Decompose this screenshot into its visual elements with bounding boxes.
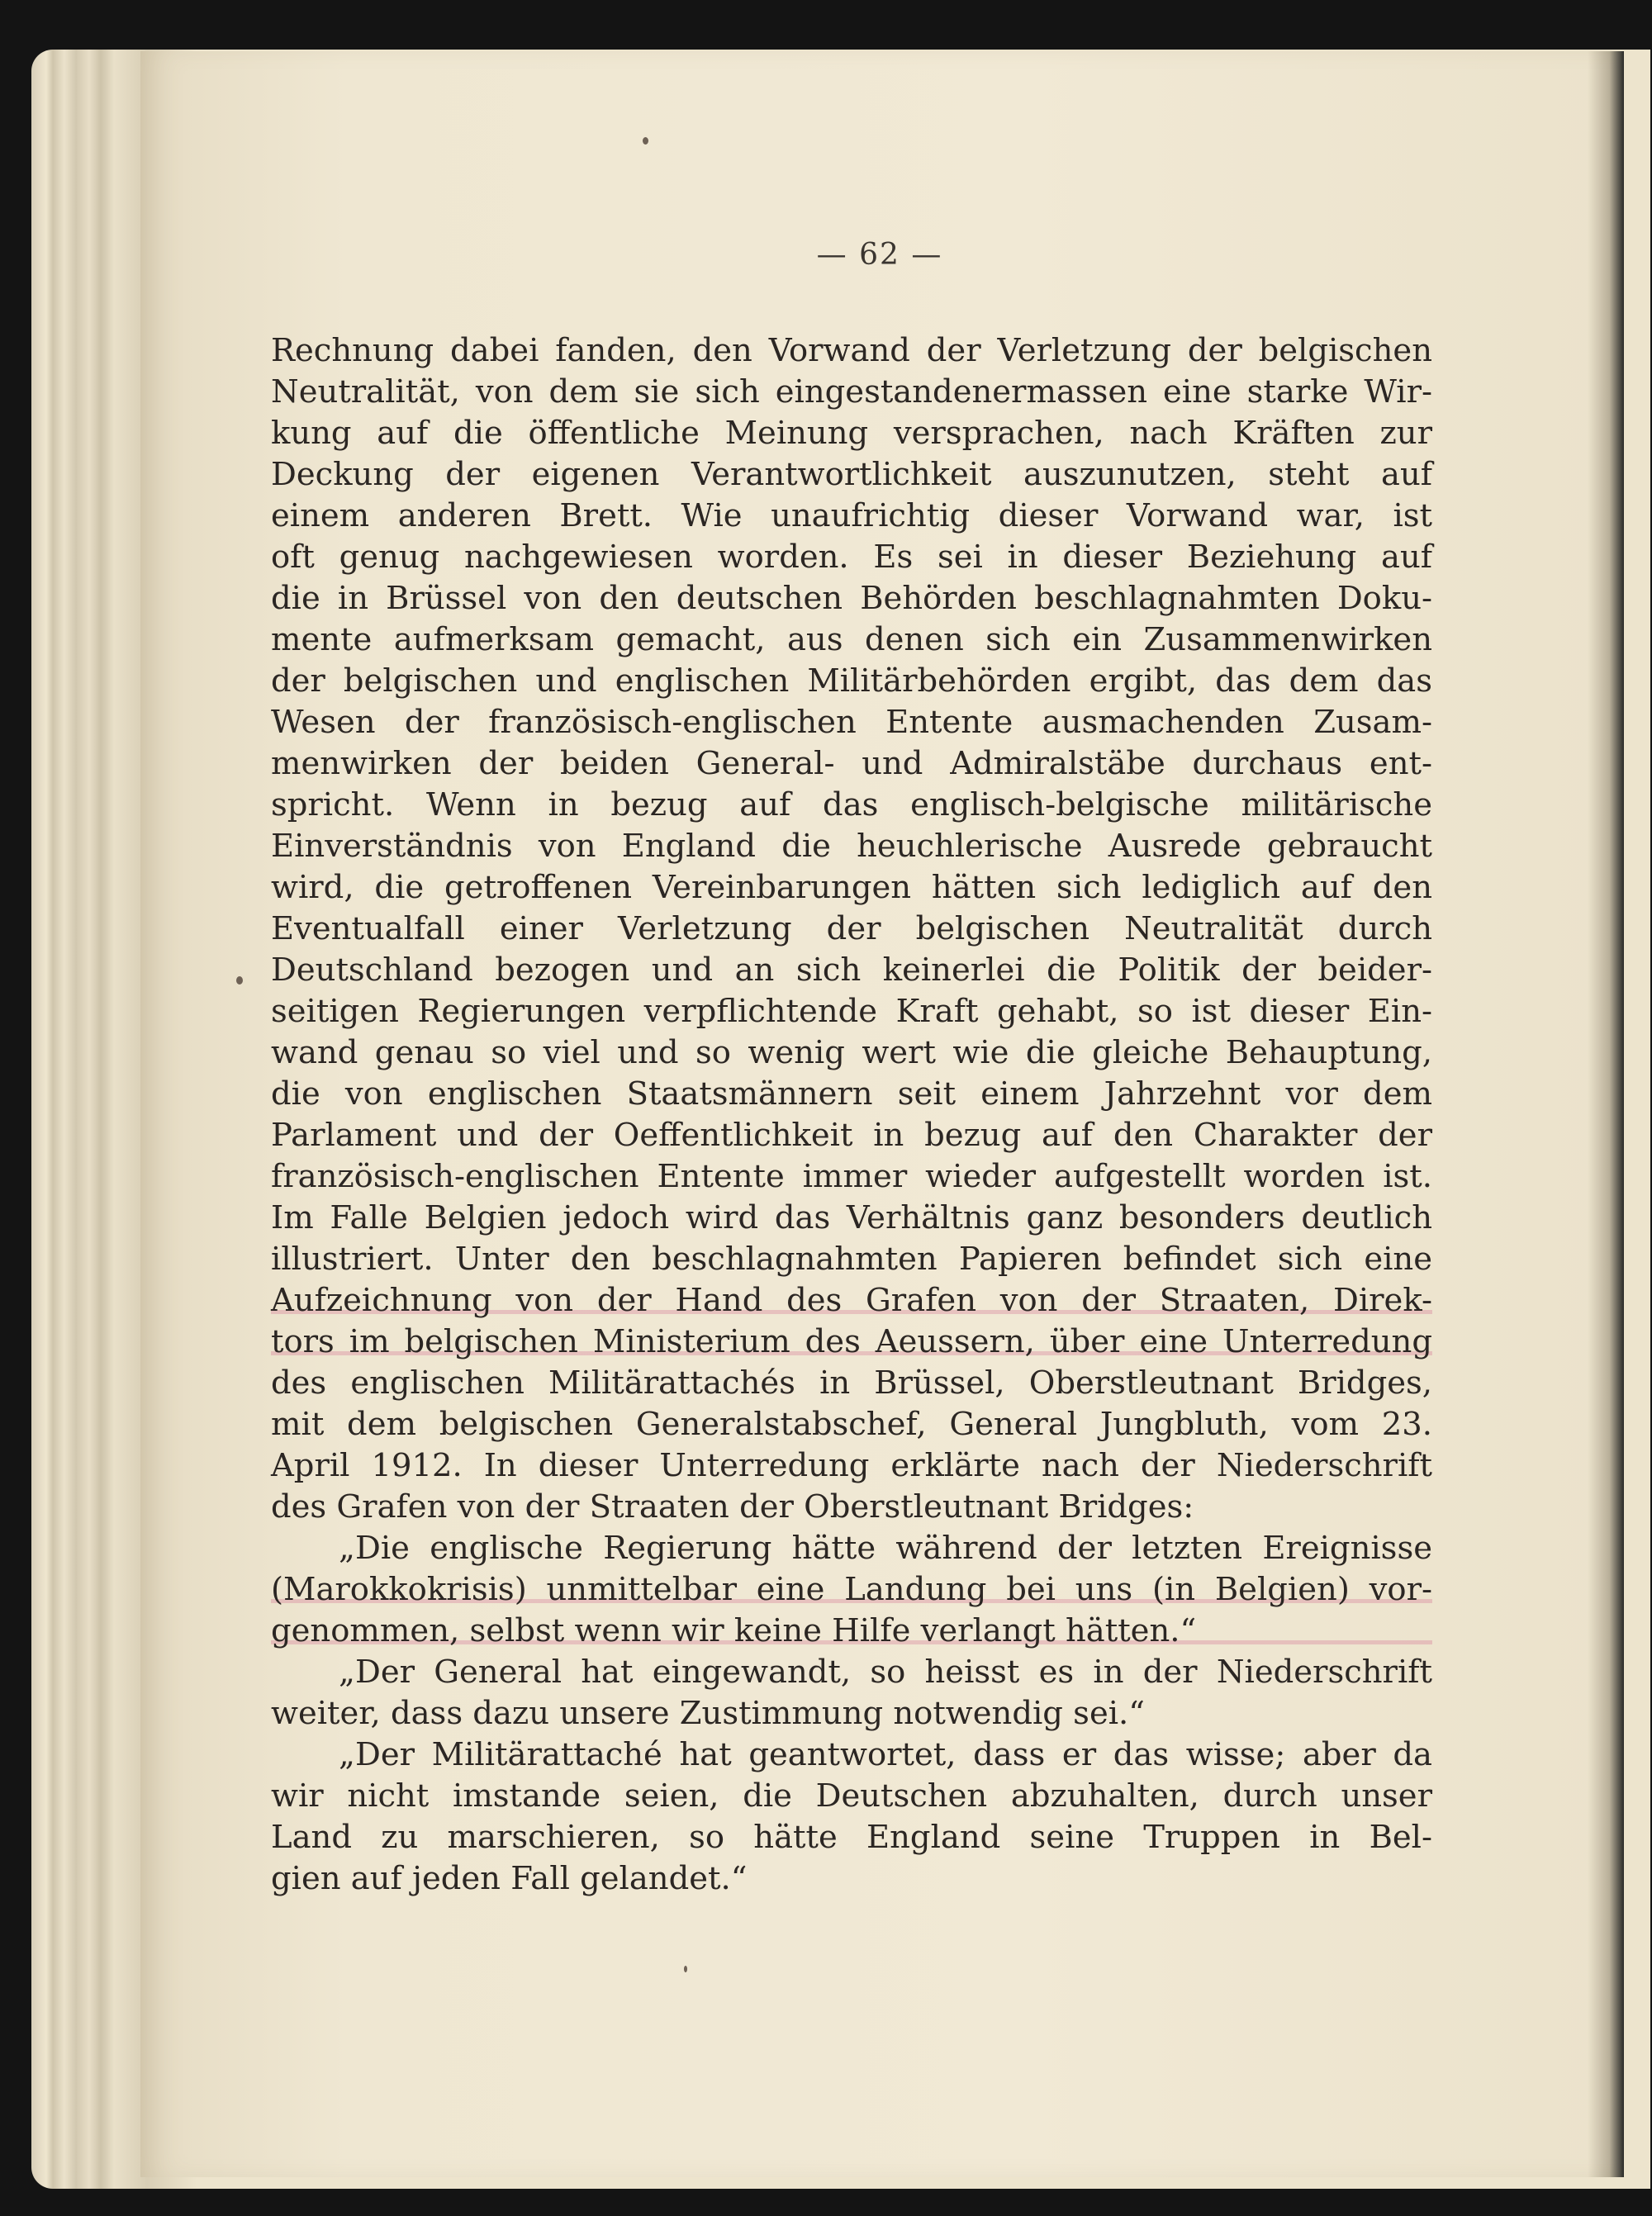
text-line: mit dem belgischen Generalstabschef, General Jungbluth, vom 23. [271,1406,1432,1443]
text-line: wand genau so viel und so wenig wert wie die gleiche Behauptung, [271,1034,1432,1071]
ink-speck [643,137,648,145]
ink-speck [236,976,243,985]
text-line: des englischen Militärattachés in Brüssel, Oberstleutnant Bridges, [271,1364,1432,1402]
page-number: — 62 — [816,238,943,272]
text-line: Rechnung dabei fanden, den Vorwand der Verletzung der belgischen [271,332,1432,369]
text-line: April 1912. In dieser Unterredung erklärte nach der Niederschrift [271,1447,1432,1484]
underlined-quote-line: (Marokkokrisis) unmittelbar eine Landung bei uns (in Belgien) vor- [271,1569,1432,1611]
text-line: Im Falle Belgien jedoch wird das Verhältnis ganz besonders deutlich [271,1199,1432,1236]
body-text [271,330,1432,1900]
text-line: oft genug nachgewiesen worden. Es sei in dieser Beziehung auf [271,539,1432,576]
underlined-text-line: tors im belgischen Ministerium des Aeussern, über eine Unterredung [271,1322,1432,1363]
quote-line: „Der Militärattaché hat geantwortet, dass er das wisse; aber da [339,1736,1432,1773]
text-line: Parlament und der Oeffentlichkeit in bezug auf den Charakter der [271,1117,1432,1154]
quote-line: wir nicht imstande seien, die Deutschen abzuhalten, durch unser [271,1777,1432,1815]
text-line: Neutralität, von dem sie sich eingestandenermassen eine starke Wir- [271,373,1432,410]
underlined-quote-line: genommen, selbst wenn wir keine Hilfe verlangt hätten.“ [271,1611,1432,1652]
text-line: Einverständnis von England die heuchlerische Ausrede gebraucht [271,828,1432,865]
quote-line: weiter, dass dazu unsere Zustimmung notwendig sei.“ [271,1695,1145,1732]
text-line: spricht. Wenn in bezug auf das englisch-belgische militärische [271,786,1432,823]
ink-speck [684,1966,687,1972]
text-line: Deutschland bezogen und an sich keinerlei die Politik der beider- [271,951,1432,989]
text-line: wird, die getroffenen Vereinbarungen hätten sich lediglich auf den [271,869,1432,906]
quote-line: gien auf jeden Fall gelandet.“ [271,1860,748,1897]
underlined-text-line: Aufzeichnung von der Hand des Grafen von der Straaten, Direk- [271,1280,1432,1322]
text-line: kung auf die öffentliche Meinung versprachen, nach Kräften zur [271,415,1432,452]
text-line: Wesen der französisch-englischen Entente ausmachenden Zusam- [271,704,1432,741]
text-line: des Grafen von der Straaten der Oberstleutnant Bridges: [271,1488,1194,1526]
book-gutter [1588,51,1624,2177]
text-line: mente aufmerksam gemacht, aus denen sich ein Zusammenwirken [271,621,1432,658]
text-line: menwirken der beiden General- und Admiralstäbe durchaus ent- [271,745,1432,782]
text-line: einem anderen Brett. Wie unaufrichtig dieser Vorwand war, ist [271,497,1432,534]
quote-line: Land zu marschieren, so hätte England seine Truppen in Bel- [271,1819,1432,1856]
quote-line: „Der General hat eingewandt, so heisst es in der Niederschrift [339,1654,1432,1691]
text-line: Deckung der eigenen Verantwortlichkeit auszunutzen, steht auf [271,456,1432,493]
text-line: Eventualfall einer Verletzung der belgischen Neutralität durch [271,910,1432,947]
text-line: seitigen Regierungen verpflichtende Kraft gehabt, so ist dieser Ein- [271,993,1432,1030]
text-line: der belgischen und englischen Militärbehörden ergibt, das dem das [271,662,1432,700]
text-line: französisch-englischen Entente immer wieder aufgestellt worden ist. [271,1158,1432,1195]
text-line: die in Brüssel von den deutschen Behörden beschlagnahmten Doku- [271,580,1432,617]
quote-line: „Die englische Regierung hätte während der letzten Ereignisse [339,1530,1432,1567]
text-line: illustriert. Unter den beschlagnahmten Papieren befindet sich eine [271,1241,1432,1278]
text-line: die von englischen Staatsmännern seit einem Jahrzehnt vor dem [271,1075,1432,1113]
